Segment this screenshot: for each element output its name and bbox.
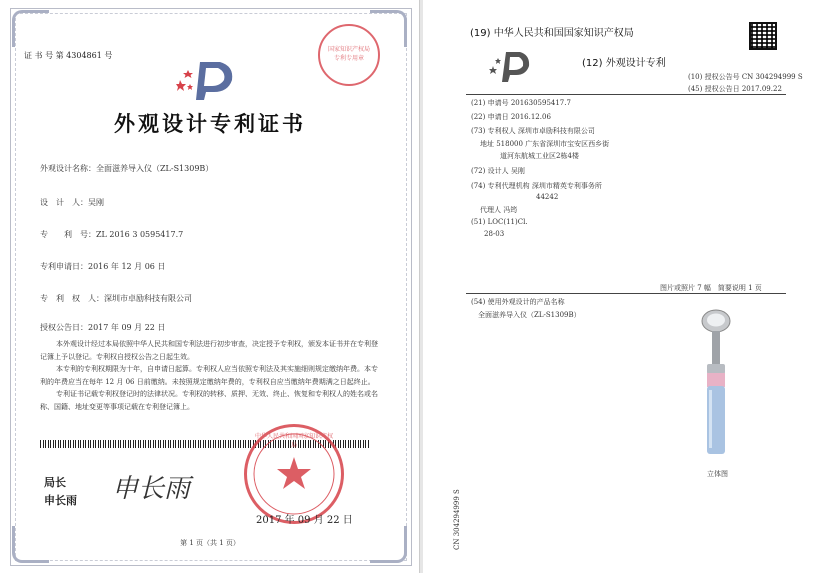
figure-count: 图片或照片 7 幅 简要说明 1 页 (660, 284, 762, 292)
section-rule (466, 293, 786, 294)
ornament-corner (12, 10, 49, 47)
filing-date-field: 专利申请日：2016 年 12 月 06 日 (40, 262, 166, 271)
stamp-date: 2017 年 09 月 22 日 (256, 515, 353, 526)
field-address-line2: 道河东航城工业区2栋4楼 (500, 152, 579, 160)
product-image (694, 308, 738, 458)
grant-date-field: 授权公告日：2017 年 09 月 22 日 (40, 323, 166, 332)
office-name: (19) 中华人民共和国国家知识产权局 (470, 28, 634, 39)
cnipa-logo-icon (176, 54, 238, 104)
field-application-no: (21) 申请号 201630595417.7 (471, 99, 571, 107)
cnipa-logo-icon (488, 48, 534, 84)
designer-field: 设 计 人：吴刚 (40, 198, 104, 207)
signature: 申长雨 (112, 474, 191, 504)
qr-code-icon (749, 22, 777, 50)
certificate-title: 外观设计专利证书 (114, 111, 306, 136)
official-seal: 中华人民共和国国家知识产权局 (244, 424, 344, 524)
patentee-field: 专 利 权 人：深圳市卓励科技有限公司 (40, 294, 192, 303)
body-paragraph: 本外观设计经过本局依照中华人民共和国专利法进行初步审查，决定授予专利权，颁发本证书并在专利登记簿上予以登记。专利权自授权公告之日起生效。 (40, 340, 378, 361)
body-paragraph: 本专利的专利权期限为十年，自申请日起算。专利权人应当依照专利法及其实施细则规定缴纳年费。本专利的年费应当在每年 12 月 06 日前缴纳。未按照规定缴纳年费的，专利权自应当缴纳年费期满之日起终止。 (40, 365, 378, 386)
page-footer: 第 1 页（共 1 页） (180, 539, 240, 547)
sign-title: 局长 (44, 476, 66, 489)
product-heading: (54) 使用外观设计的产品名称 (471, 298, 565, 306)
field-designer: (72) 设计人 吴刚 (471, 167, 525, 175)
field-loc: (51) LOC(11)Cl. (471, 218, 528, 226)
design-name-field: 外观设计名称：全面滋养导入仪（ZL-S1309B） (40, 164, 214, 173)
publication-number: (10) 授权公告号 CN 304294999 S (688, 73, 803, 81)
field-application-date: (22) 申请日 2016.12.06 (471, 113, 551, 121)
publication-date: (45) 授权公告日 2017.09.22 (688, 85, 782, 93)
sign-name: 申长雨 (44, 494, 77, 507)
patent-seal-small: 国家知识产权局专利专用章 (318, 24, 380, 86)
certificate-body (40, 338, 380, 413)
body-paragraph: 专利证书记载专利权登记时的法律状况。专利权的转移、质押、无效、终止、恢复和专利权人的姓名或名称、国籍、地址变更等事项记载在专利登记簿上。 (40, 390, 378, 411)
field-agency-code: 44242 (536, 193, 559, 201)
field-address: 地址 518000 广东省深圳市宝安区西乡街 (480, 140, 610, 148)
field-agency: (74) 专利代理机构 深圳市精英专利事务所 (471, 182, 602, 190)
document-type: (12) 外观设计专利 (582, 58, 666, 69)
field-loc-class: 28-03 (484, 230, 505, 238)
side-publication-label: CN 304294999 S (453, 489, 461, 550)
patent-number-field: 专 利 号：ZL 2016 3 0595417.7 (40, 230, 184, 239)
header-rule (466, 94, 786, 95)
product-name: 全面滋养导入仪（ZL-S1309B） (478, 311, 581, 319)
figure-caption: 立体图 (707, 470, 728, 478)
certificate-number: 证 书 号 第 4304861 号 (24, 51, 113, 60)
field-patentee: (73) 专利权人 深圳市卓励科技有限公司 (471, 127, 595, 135)
field-agent: 代理人 冯筠 (480, 206, 518, 214)
